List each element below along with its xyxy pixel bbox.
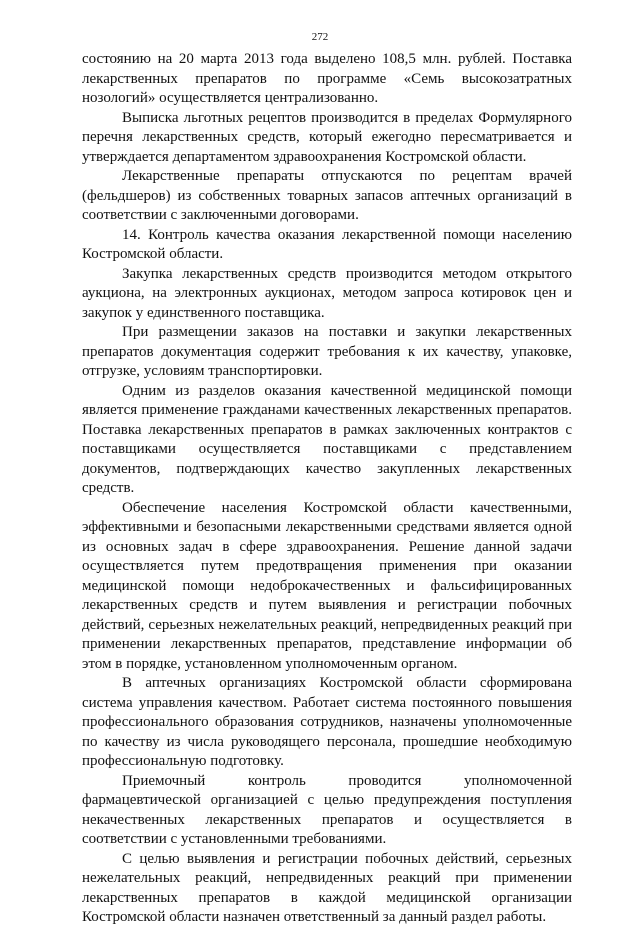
page-number: 272: [311, 31, 329, 43]
paragraph-1: состоянию на 20 марта 2013 года выделено 108,5 млн. рублей. Поставка лекарственных препаратов по программе «Семь высокозатратных нозологий» осуществляется централизованно.: [82, 51, 572, 106]
paragraph-10: Приемочный контроль проводится уполномоченной фармацевтической организацией с целью предупреждения поступления некачественных лекарственных препаратов и осуществляется в соответствии с установленными требованиями.: [82, 772, 572, 847]
paragraph-11: С целью выявления и регистрации побочных действий, серьезных нежелательных реакций, непредвиденных реакций при применении лекарственных препаратов в каждой медицинской организации Костромской области назначен ответственный за данный раздел работы.: [82, 850, 572, 925]
paragraph-5: Закупка лекарственных средств производится методом открытого аукциона, на электронных аукционах, методом запроса котировок цен и закупок у единственного поставщика.: [82, 265, 572, 321]
paragraph-9: В аптечных организациях Костромской области сформирована система управления качеством. Работает система постоянного повышения профессионального образования сотрудников, назначены уполномоченные по качеству из числа руководящего персонала, прошедшие необходимую профессиональную подготовку.: [82, 675, 572, 769]
paragraph-6: При размещении заказов на поставки и закупки лекарственных препаратов документация содержит требования к их качеству, упаковке, отгрузке, условиям транспортировки.: [82, 324, 572, 379]
body-text: [82, 50, 572, 928]
paragraph-8: Обеспечение населения Костромской области качественными, эффективными и безопасными лекарственными средствами является одной из основных задач в сфере здравоохранения. Решение данной задачи осуществляется путем предотвращения применения при оказании медицинской помощи недоброкачественных и фальсифицированных лекарственных средств и путем выявления и регистрации побочных действий, серьезных нежелательных реакций, непредвиденных реакций при применении лекарственных препаратов, представление информации об этом в порядке, установленном уполномоченным органом.: [82, 499, 572, 672]
paragraph-2: Выписка льготных рецептов производится в пределах Формулярного перечня лекарственных средств, который ежегодно пересматривается и утверждается департаментом здравоохранения Костромской области.: [82, 109, 572, 165]
paragraph-3: Лекарственные препараты отпускаются по рецептам врачей (фельдшеров) из собственных товарных запасов аптечных организаций в соответствии с заключенными договорами.: [82, 168, 572, 223]
paragraph-7: Одним из разделов оказания качественной медицинской помощи является применение гражданами качественных лекарственных препаратов. Поставка лекарственных препаратов в рамках заключенных контрактов с поставщиками осуществляется поставщиками с представлением документов, подтверждающих качество закупленных лекарственных средств.: [82, 382, 572, 496]
section-heading: 14. Контроль качества оказания лекарственной помощи населению Костромской области.: [82, 226, 572, 262]
